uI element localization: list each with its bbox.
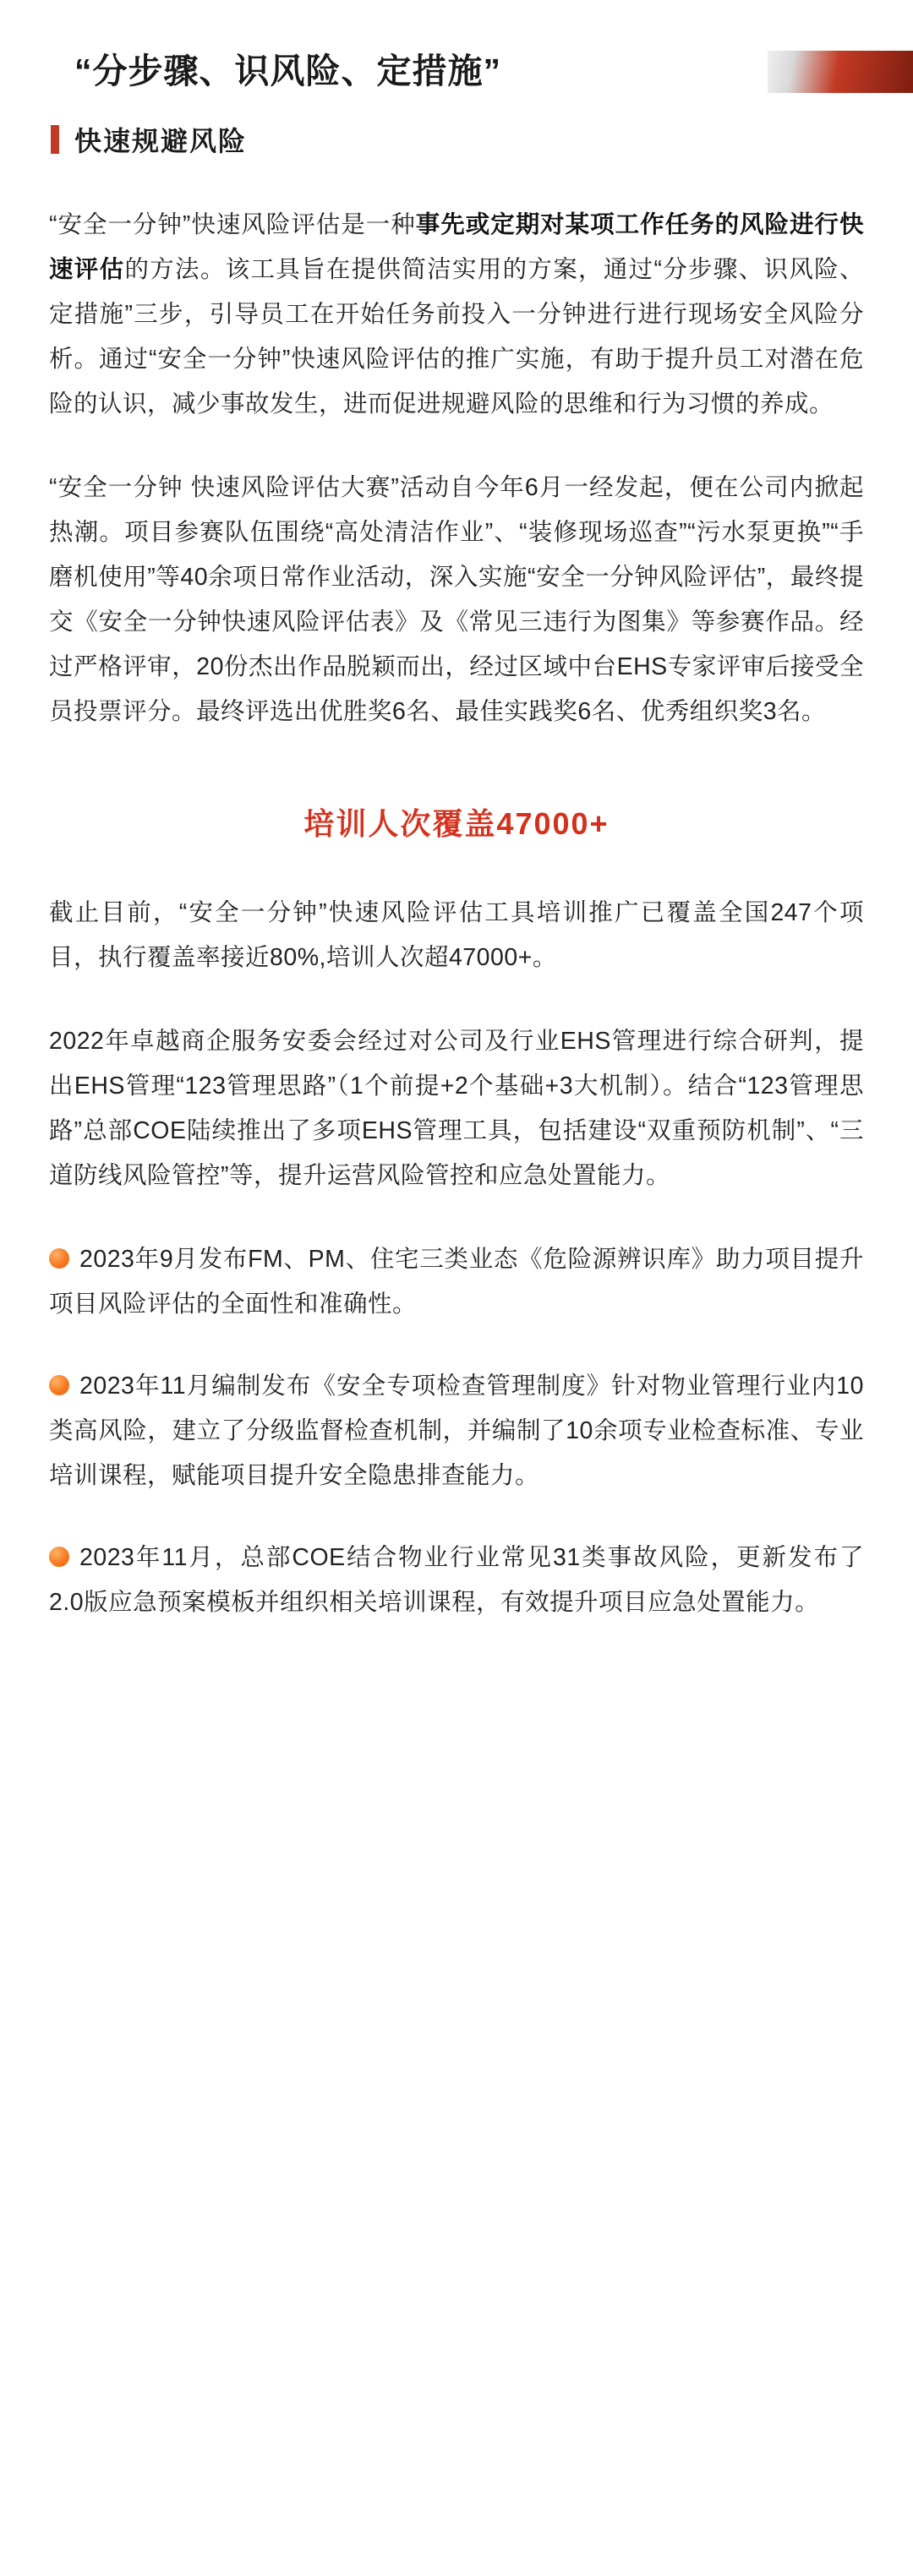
bullet-dot-icon (49, 1248, 69, 1269)
page-title: “分步骤、识风险、定措施” (74, 52, 501, 91)
list-item (49, 1536, 864, 1625)
page-subtitle: 快速规避风险 (74, 126, 248, 156)
list-item-text: 2023年11月，总部COE结合物业行业常见31类事故风险，更新发布了2.0版应急预案模板并组织相关培训课程，有效提升项目应急处置能力。 (49, 1544, 864, 1616)
paragraph-1-text-b: 的方法。该工具旨在提供简洁实用的方案，通过“分步骤、识风险、定措施”三步，引导员工在开始任务前投入一分钟进行进行现场安全风险分析。通过“安全一分钟”快速风险评估的推广实施，有助于提升员工对潜在危险的认识，减少事故发生，进而促进规避风险的思维和行为习惯的养成。 (49, 256, 864, 418)
subtitle-accent-bar (51, 125, 59, 154)
list-item (49, 1237, 864, 1327)
paragraph-1-bold: 事先或定期对某项工作任务的风险进行快速评估 (49, 211, 864, 283)
bullet-dot-icon (49, 1375, 69, 1395)
header-accent-graphic (768, 51, 913, 93)
article-content (0, 203, 913, 1713)
paragraph-2: “安全一分钟 快速风险评估大赛”活动自今年6月一经发起，便在公司内掀起热潮。项目参赛队伍围绕“高处清洁作业”、“装修现场巡查”“污水泵更换”“手磨机使用”等40余项日常作业活动，深入实施“安全一分钟风险评估”，最终提交《安全一分钟快速风险评估表》及《常见三违行为图集》等参赛作品。经过严格评审，20份杰出作品脱颖而出，经过区域中台EHS专家评审后接受全员投票评分。最终评选出优胜奖6名、最佳实践奖6名、优秀组织奖3名。 (49, 474, 864, 725)
list-item-text: 2023年9月发布FM、PM、住宅三类业态《危险源辨识库》助力项目提升项目风险评估的全面性和准确性。 (49, 1246, 864, 1318)
paragraph-1-text-a: “安全一分钟”快速风险评估是一种 (49, 211, 416, 238)
bullet-dot-icon (49, 1547, 69, 1567)
paragraph-4: 2022年卓越商企服务安委会经过对公司及行业EHS管理进行综合研判，提出EHS管理“123管理思路”（1个前提+2个基础+3大机制）。结合“123管理思路”总部COE陆续推出了多项EHS管理工具，包括建设“双重预防机制”、“三道防线风险管控”等，提升运营风险管控和应急处置能力。 (49, 1028, 864, 1189)
title-row (0, 44, 913, 100)
list-item-text: 2023年11月编制发布《安全专项检查管理制度》针对物业管理行业内10类高风险，建立了分级监督检查机制，并编制了10余项专业检查标准、专业培训课程，赋能项目提升安全隐患排查能力。 (49, 1373, 864, 1489)
subtitle-row (0, 120, 913, 159)
paragraph-3: 截止目前，“安全一分钟”快速风险评估工具培训推广已覆盖全国247个项目，执行覆盖率接近80%,培训人次超47000+。 (49, 899, 864, 971)
article-header (0, 0, 913, 159)
paragraph-1 (49, 203, 864, 427)
highlight-heading: 培训人次覆盖47000+ (303, 806, 610, 841)
list-item (49, 1364, 864, 1498)
